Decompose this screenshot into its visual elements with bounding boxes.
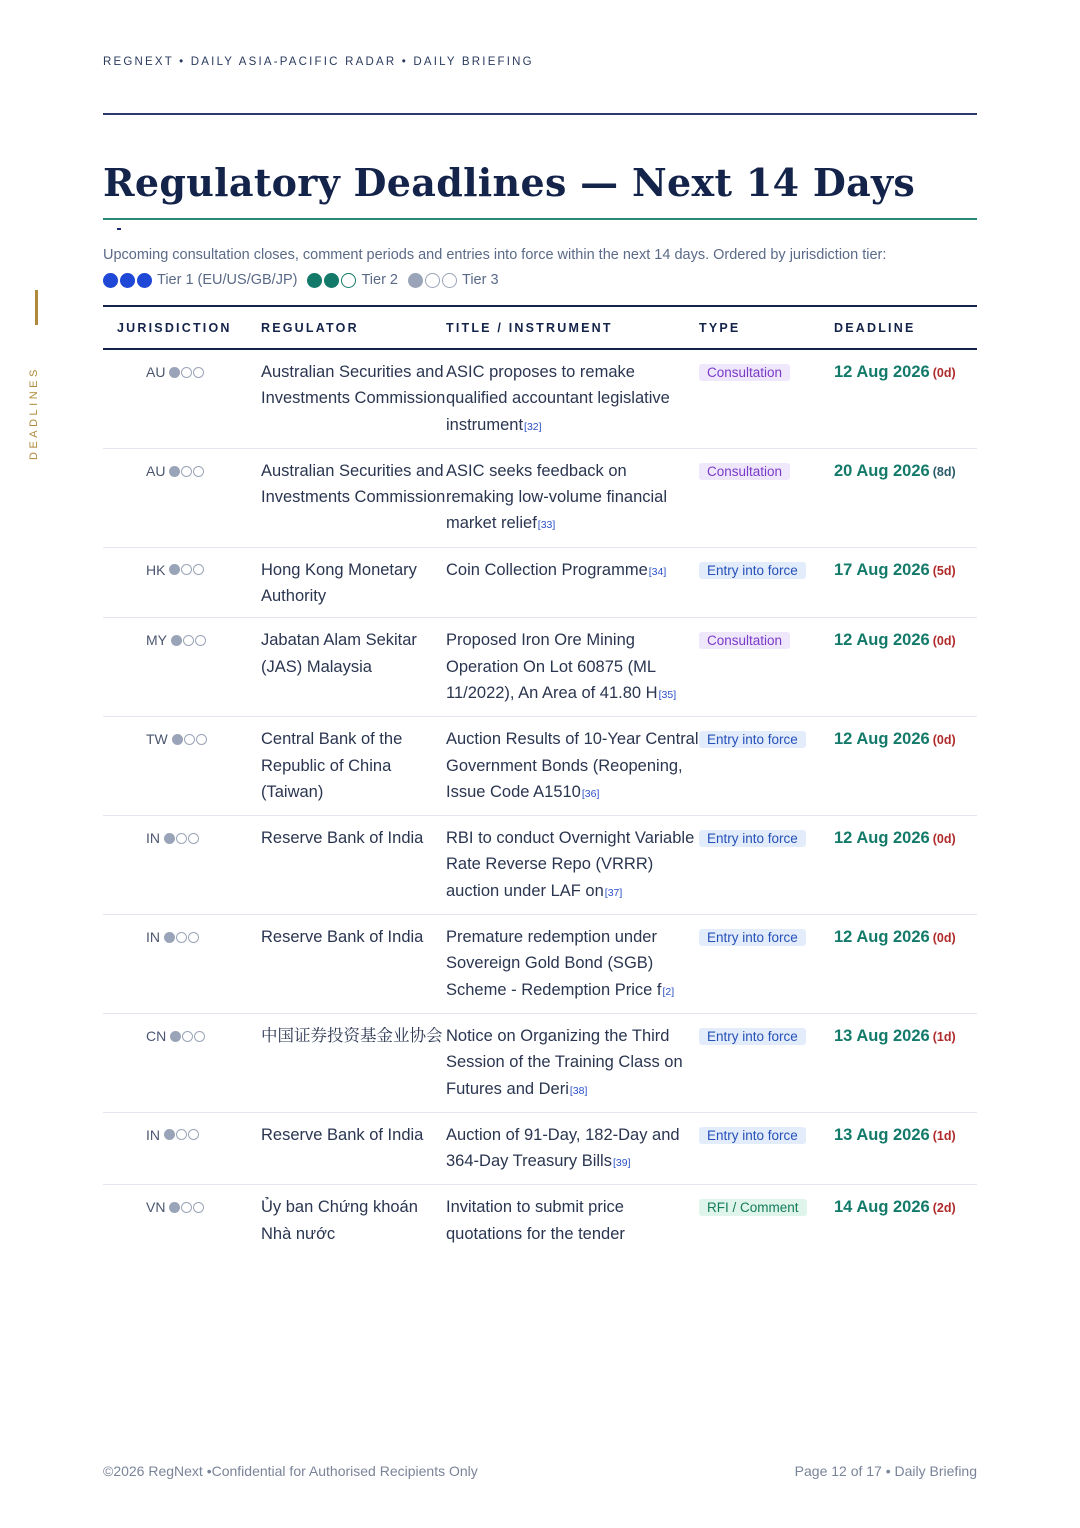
empty-dot-icon — [442, 273, 457, 288]
instrument-title: Premature redemption under Sovereign Gold Bond (SGB) Scheme - Redemption Price f — [446, 928, 662, 999]
cell-jurisdiction — [103, 547, 261, 618]
cell-title — [446, 547, 699, 618]
header-deadline: DEADLINE — [834, 306, 977, 349]
cell-title — [446, 915, 699, 1014]
cell-type — [699, 1185, 834, 1255]
days-remaining: (0d) — [932, 634, 956, 649]
days-remaining: (0d) — [932, 832, 956, 847]
cell-deadline — [834, 1112, 977, 1185]
reference-link[interactable]: [2] — [662, 985, 675, 998]
empty-dot-icon — [193, 1202, 204, 1213]
filled-dot-icon — [169, 1202, 180, 1213]
type-badge: Consultation — [699, 632, 790, 649]
filled-dot-icon — [120, 273, 135, 288]
cell-jurisdiction — [103, 349, 261, 448]
type-badge: Consultation — [699, 364, 790, 381]
deadline-date: 12 Aug 2026 — [834, 928, 930, 947]
empty-dot-icon — [188, 932, 199, 943]
deadlines-table — [103, 305, 977, 1255]
table-row — [103, 547, 977, 618]
type-badge: Consultation — [699, 463, 790, 480]
legend-label: Tier 1 (EU/US/GB/JP) — [157, 272, 298, 288]
days-remaining: (0d) — [932, 366, 956, 380]
table-body — [103, 349, 977, 1255]
jurisdiction-group — [146, 924, 200, 950]
tier-dots-icon — [169, 466, 205, 477]
cell-jurisdiction — [103, 915, 261, 1014]
days-remaining: (1d) — [932, 1128, 956, 1143]
table-row — [103, 349, 977, 448]
jurisdiction-group — [146, 458, 205, 484]
reference-link[interactable]: [39] — [612, 1157, 631, 1170]
cell-regulator: Australian Securities and Investments Commission — [261, 349, 446, 448]
table-row — [103, 717, 977, 816]
cell-type — [699, 1013, 834, 1112]
jurisdiction-group — [146, 557, 205, 583]
cell-type — [699, 349, 834, 448]
instrument-title: ASIC seeks feedback on remaking low-volume financial market relief — [446, 461, 668, 533]
empty-dot-icon — [193, 466, 204, 477]
tier-dots-icon — [103, 273, 154, 288]
type-badge: Entry into force — [699, 731, 806, 748]
cell-deadline — [834, 1013, 977, 1112]
jurisdiction-group — [146, 1023, 206, 1049]
empty-dot-icon — [183, 635, 194, 646]
reference-link[interactable]: [33] — [537, 519, 556, 532]
deadline-date: 12 Aug 2026 — [834, 363, 930, 381]
tier-dots-icon — [164, 932, 200, 943]
jurisdiction-code: AU — [146, 462, 166, 479]
table-row — [103, 1185, 977, 1255]
deadline-date: 13 Aug 2026 — [834, 1026, 930, 1045]
jurisdiction-group — [146, 825, 200, 851]
empty-dot-icon — [425, 273, 440, 288]
cell-title — [446, 1112, 699, 1185]
deadline-date: 17 Aug 2026 — [834, 560, 930, 579]
days-remaining: (8d) — [932, 464, 956, 479]
tier-dots-icon — [171, 635, 207, 646]
empty-dot-icon — [176, 932, 187, 943]
header-type: TYPE — [699, 306, 834, 349]
filled-dot-icon — [307, 273, 322, 288]
cell-title — [446, 1013, 699, 1112]
empty-dot-icon — [181, 1202, 192, 1213]
reference-link[interactable]: [38] — [569, 1084, 588, 1097]
empty-dot-icon — [176, 1129, 187, 1140]
legend-tier-2 — [307, 268, 398, 293]
empty-dot-icon — [184, 734, 195, 745]
header-jurisdiction: JURISDICTION — [103, 306, 261, 349]
reference-link[interactable]: [37] — [604, 886, 623, 899]
side-section-label: DEADLINES — [28, 366, 40, 460]
instrument-title: RBI to conduct Overnight Variable Rate Reverse Repo (VRRR) auction under LAF on — [446, 829, 695, 900]
cell-regulator: 中国证券投资基金业协会 — [261, 1013, 446, 1112]
filled-dot-icon — [164, 1129, 175, 1140]
jurisdiction-group — [146, 627, 207, 653]
cell-deadline — [834, 1185, 977, 1255]
tier-dots-icon — [172, 734, 208, 745]
table-row — [103, 1013, 977, 1112]
deadline-date: 12 Aug 2026 — [834, 631, 930, 650]
reference-link[interactable]: [32] — [524, 420, 542, 433]
title-rule — [103, 218, 977, 220]
jurisdiction-code: MY — [146, 632, 167, 649]
cell-regulator: Reserve Bank of India — [261, 915, 446, 1014]
filled-dot-icon — [169, 367, 180, 378]
cell-type — [699, 816, 834, 915]
empty-dot-icon — [193, 367, 204, 378]
jurisdiction-code: HK — [146, 561, 166, 578]
cell-regulator: Jabatan Alam Sekitar (JAS) Malaysia — [261, 618, 446, 717]
instrument-title: Coin Collection Programme — [446, 560, 648, 579]
days-remaining: (0d) — [932, 931, 956, 946]
tier-dots-icon — [408, 273, 459, 288]
days-remaining: (1d) — [932, 1029, 956, 1044]
header-title: TITLE / INSTRUMENT — [446, 306, 699, 349]
side-accent-bar — [35, 290, 38, 325]
empty-dot-icon — [188, 833, 199, 844]
cell-jurisdiction — [103, 448, 261, 547]
type-badge: RFI / Comment — [699, 1199, 807, 1216]
jurisdiction-group — [146, 726, 208, 752]
filled-dot-icon — [172, 734, 183, 745]
filled-dot-icon — [408, 273, 423, 288]
cell-jurisdiction — [103, 816, 261, 915]
header-rule — [103, 113, 977, 115]
jurisdiction-group — [146, 1194, 205, 1220]
empty-dot-icon — [341, 273, 356, 288]
jurisdiction-code: IN — [146, 929, 160, 946]
cell-type — [699, 448, 834, 547]
jurisdiction-code: TW — [146, 731, 168, 748]
tier-dots-icon — [164, 1129, 200, 1140]
cell-jurisdiction — [103, 1185, 261, 1255]
intro-text: Upcoming consultation closes, comment periods and entries into force within the next 14 days. Ordered by jurisdiction tier: — [103, 247, 887, 263]
cell-regulator: Ủy ban Chứng khoán Nhà nước — [261, 1198, 418, 1243]
filled-dot-icon — [324, 273, 339, 288]
table-row — [103, 1112, 977, 1185]
jurisdiction-code: IN — [146, 830, 160, 847]
tier-dots-icon — [307, 273, 358, 288]
cell-regulator: Central Bank of the Republic of China (Taiwan) — [261, 717, 446, 816]
cell-deadline — [834, 349, 977, 448]
days-remaining: (2d) — [932, 1201, 956, 1216]
cell-type — [699, 618, 834, 717]
jurisdiction-group — [146, 1122, 200, 1148]
cell-regulator: Australian Securities and Investments Commission — [261, 448, 446, 547]
cell-deadline — [834, 915, 977, 1014]
cell-regulator: Hong Kong Monetary Authority — [261, 547, 446, 618]
table-row — [103, 915, 977, 1014]
filled-dot-icon — [164, 932, 175, 943]
deadline-date: 14 Aug 2026 — [834, 1198, 930, 1217]
empty-dot-icon — [194, 1031, 205, 1042]
instrument-title: Auction Results of 10-Year Central Government Bonds (Reopening, Issue Code A1510 — [446, 730, 699, 801]
cell-jurisdiction — [103, 717, 261, 816]
filled-dot-icon — [169, 466, 180, 477]
cell-deadline — [834, 547, 977, 618]
empty-dot-icon — [196, 734, 207, 745]
type-badge: Entry into force — [699, 562, 806, 579]
empty-dot-icon — [181, 367, 192, 378]
empty-dot-icon — [181, 564, 192, 575]
cell-title — [446, 618, 699, 717]
table-header-row — [103, 306, 977, 349]
deadline-date: 12 Aug 2026 — [834, 829, 930, 848]
instrument-title: Proposed Iron Ore Mining Operation On Lot 60875 (ML 11/2022), An Area of 41.80 H — [446, 631, 658, 702]
type-badge: Entry into force — [699, 1127, 806, 1144]
cell-type — [699, 1112, 834, 1185]
filled-dot-icon — [103, 273, 118, 288]
reference-link[interactable]: [36] — [581, 787, 600, 800]
legend-tier-1 — [103, 268, 297, 293]
cell-title — [446, 349, 699, 448]
jurisdiction-group — [146, 359, 205, 385]
cell-type — [699, 915, 834, 1014]
cell-deadline — [834, 448, 977, 547]
instrument-title: Notice on Organizing the Third Session of the Training Class on Futures and Deri — [446, 1026, 683, 1098]
cell-deadline — [834, 717, 977, 816]
days-remaining: (0d) — [932, 733, 956, 748]
header-regulator: REGULATOR — [261, 306, 446, 349]
filled-dot-icon — [164, 833, 175, 844]
cell-regulator: Reserve Bank of India — [261, 1112, 446, 1185]
cell-title — [446, 1185, 699, 1255]
deadline-date: 12 Aug 2026 — [834, 730, 930, 749]
tier-dots-icon — [169, 564, 205, 575]
filled-dot-icon — [137, 273, 152, 288]
tier-dots-icon — [169, 1202, 205, 1213]
jurisdiction-code: CN — [146, 1027, 167, 1044]
intro-paragraph — [103, 243, 983, 297]
instrument-title: Auction of 91-Day, 182-Day and 364-Day Treasury Bills — [446, 1125, 680, 1171]
running-header: REGNEXT • DAILY ASIA-PACIFIC RADAR • DAILY BRIEFING — [103, 56, 534, 68]
legend-label: Tier 2 — [361, 272, 398, 288]
table-row — [103, 618, 977, 717]
table-row — [103, 448, 977, 547]
cell-jurisdiction — [103, 1013, 261, 1112]
cell-title — [446, 448, 699, 547]
legend-tier-3 — [408, 268, 499, 293]
days-remaining: (5d) — [932, 563, 956, 578]
cell-title — [446, 717, 699, 816]
cell-jurisdiction — [103, 1112, 261, 1185]
filled-dot-icon — [169, 564, 180, 575]
table-row — [103, 816, 977, 915]
footer-copyright: ©2026 RegNext •Confidential for Authorised Recipients Only — [103, 1463, 478, 1479]
page-title: Regulatory Deadlines — Next 14 Days — [103, 160, 916, 205]
title-tick — [117, 228, 121, 230]
empty-dot-icon — [181, 466, 192, 477]
type-badge: Entry into force — [699, 929, 806, 946]
empty-dot-icon — [176, 833, 187, 844]
filled-dot-icon — [171, 635, 182, 646]
deadline-date: 13 Aug 2026 — [834, 1125, 930, 1144]
jurisdiction-code: AU — [146, 364, 166, 380]
tier-dots-icon — [164, 833, 200, 844]
instrument-title: Invitation to submit price quotations for the tender — [446, 1198, 625, 1243]
cell-jurisdiction — [103, 618, 261, 717]
empty-dot-icon — [182, 1031, 193, 1042]
empty-dot-icon — [193, 564, 204, 575]
filled-dot-icon — [170, 1031, 181, 1042]
tier-dots-icon — [170, 1031, 206, 1042]
reference-link[interactable]: [35] — [658, 688, 677, 701]
deadline-date: 20 Aug 2026 — [834, 461, 930, 480]
cell-regulator: Reserve Bank of India — [261, 816, 446, 915]
reference-link[interactable]: [34] — [648, 565, 667, 578]
cell-deadline — [834, 816, 977, 915]
empty-dot-icon — [195, 635, 206, 646]
jurisdiction-code: IN — [146, 1126, 160, 1143]
type-badge: Entry into force — [699, 830, 806, 847]
legend-label: Tier 3 — [462, 272, 499, 288]
jurisdiction-code: VN — [146, 1199, 166, 1216]
instrument-title: ASIC proposes to remake qualified accountant legislative instrument — [446, 363, 670, 434]
tier-legend — [103, 268, 983, 297]
tier-dots-icon — [169, 367, 205, 378]
footer-page-info: Page 12 of 17 • Daily Briefing — [794, 1463, 977, 1479]
cell-type — [699, 547, 834, 618]
cell-title — [446, 816, 699, 915]
empty-dot-icon — [188, 1129, 199, 1140]
type-badge: Entry into force — [699, 1028, 806, 1045]
cell-deadline — [834, 618, 977, 717]
cell-type — [699, 717, 834, 816]
